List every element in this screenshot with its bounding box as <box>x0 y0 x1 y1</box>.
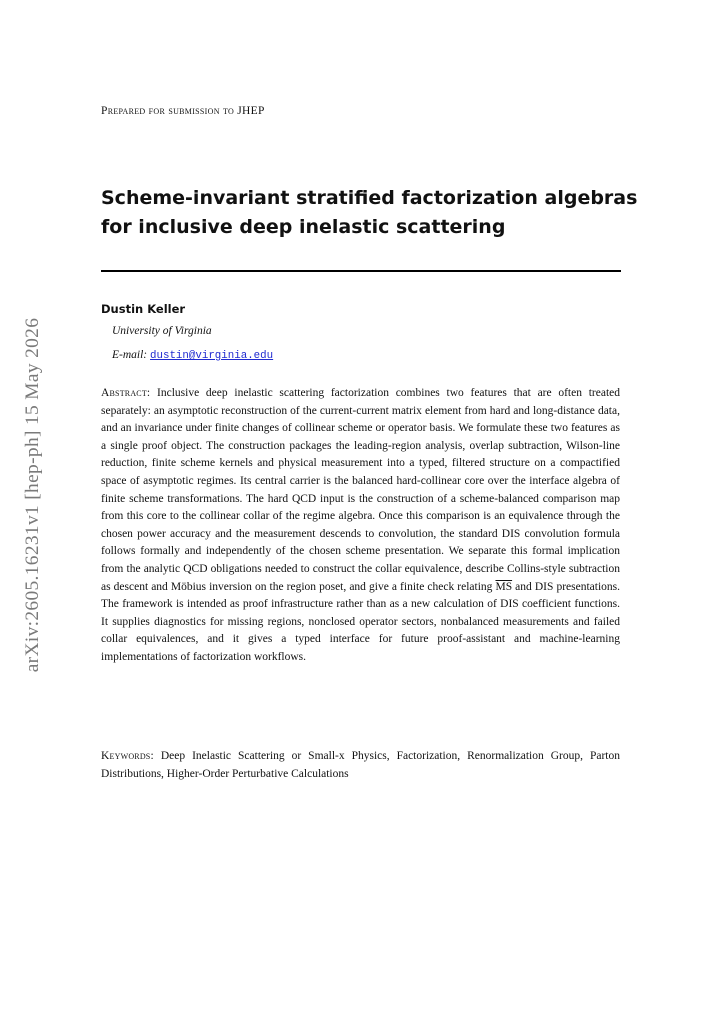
arxiv-identifier: arXiv:2605.16231v1 [hep-ph] 15 May 2026 <box>22 317 43 673</box>
ms-bar-symbol: $\overline{MS}$ <box>495 580 513 593</box>
email-link[interactable]: dustin@virginia.edu <box>150 350 274 362</box>
keywords <box>101 748 620 783</box>
paper-title: Scheme-invariant stratified factorization algebras for inclusive deep inelastic scattering <box>101 187 638 238</box>
keywords-text: Deep Inelastic Scattering or Small-x Physics, Factorization, Renormalization Group, Parton Distributions, Higher-Order Perturbative Calculations <box>101 750 620 780</box>
abstract <box>101 385 620 667</box>
author-affiliation: University of Virginia <box>112 325 212 337</box>
email-label: E-mail: <box>112 349 148 361</box>
keywords-label: Keywords: <box>101 750 154 762</box>
title-rule <box>101 270 621 272</box>
author-name: Dustin Keller <box>101 302 186 316</box>
submission-note: Prepared for submission to JHEP <box>101 105 265 117</box>
abstract-label: Abstract: <box>101 387 151 399</box>
email-line <box>112 349 273 362</box>
abstract-text: Inclusive deep inelastic scattering factorization combines two features that are often treated separately: an asymptotic reconstruction of the current-current matrix element from hard and long-distance data, and an invariance under finite changes of collinear scheme or operator basis. We formulate these two features as a single proof object. The construction packages the leading-region analysis, overlap subtraction, Wilson-line reduction, finite scheme kernels and physical measurement into a typed, filtered structure on a compactified space of asymptotic regimes. Its central carrier is the balanced hard-collinear core over the interface algebra of finite scheme transformations. The hard QCD input is the construction of a scheme-balanced comparison map from this core to the collinear collar of the regime algebra. Once this comparison is an equivalence through the chosen power accuracy and the measurement descends to convolution, the standard DIS convolution formula follows formally and independently of the chosen scheme presentation. We separate this formal implication from the analytic QCD obligations needed to construct the collar equivalence, describe Collins-style subtraction as descent and Möbius inversion on the region poset, and give a finite check relating $\overline{MS}$ and DIS presentations. The framework is intended as proof infrastructure rather than as a new calculation of DIS coefficient functions. It supplies diagnostics for missing regions, nonclosed operator sectors, nonbalanced measurements and failed collar equivalences, and it gives a typed interface for future proof-assistant and machine-learning implementations of factorization workflows. <box>101 387 620 663</box>
